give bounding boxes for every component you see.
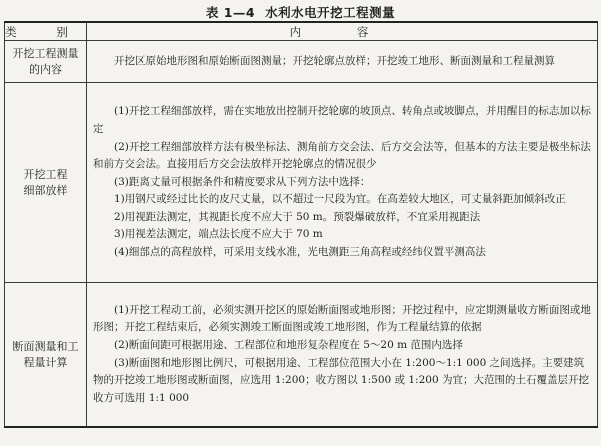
- table-title: 水利水电开挖工程测量: [265, 5, 396, 20]
- category-line: 的内容: [29, 62, 62, 76]
- content-paragraph: (2)开挖工程细部放样方法有极坐标法、测角前方交会法、后方交会法等，但基本的方法主要是极坐标法和前方交会法。直接用后方交会法放样开挖轮廓点的情况很少: [93, 140, 591, 171]
- content-paragraph: (1)开挖工程动工前，必须实测开挖区的原始断面图或地形图；开挖过程中，应定期测量收方断面图或地形图；开挖工程结束后，必须实测竣工断面图或竣工地形图，作为工程量结算的依据: [93, 303, 591, 334]
- row-category: [5, 83, 87, 283]
- row-category: [5, 283, 87, 428]
- content-paragraph: 2)用视距法测定，其视距长度不应大于 50 m。预裂爆破放样，不宜采用视距法: [114, 210, 481, 223]
- category-line: 程量计算: [23, 355, 68, 369]
- content-paragraph: (3)断面图和地形图比例尺，可根据用途、工程部位范围大小在 1:200～1:1 000 之间选择。主要建筑物的开挖竣工地形图或断面图，应选用 1:200；收方图以 1:500 或 1:200 为宜；大范围的土石覆盖层开挖收方可选用 1:1 000: [93, 356, 589, 404]
- content-paragraph: (3)距离丈量可根据条件和精度要求从下列方法中选择：: [114, 175, 371, 188]
- content-paragraph: (4)细部点的高程放样，可采用支线水准，光电测距三角高程或经纬仪置平测高法: [114, 246, 486, 259]
- table-number: 表 1—4: [205, 5, 256, 20]
- header-content: 内 容: [87, 22, 598, 41]
- category-line: 开挖工程: [23, 167, 68, 181]
- content-paragraph: 开挖区原始地形图和原始断面图测量；开挖轮廓点放样；开挖竣工地形、断面测量和工程量测算: [114, 54, 555, 67]
- content-paragraph: (2)断面间距可根据用途、工程部位和地形复杂程度在 5～20 m 范围内选择: [114, 338, 463, 351]
- content-paragraph: (1)开挖工程细部放样，需在实地放出控制开挖轮廓的坡顶点、转角点或坡脚点，并用醒目的标志加以标定: [93, 105, 591, 135]
- category-line: 细部放样: [23, 183, 68, 197]
- table-row: [5, 41, 598, 83]
- content-paragraph: 3)用视差法测定，端点法长度不应大于 70 m: [114, 228, 323, 241]
- table-caption: [0, 3, 601, 21]
- row-content: [87, 283, 598, 428]
- category-line: 断面测量和工: [12, 339, 79, 353]
- category-line: 开挖工程测量: [12, 46, 79, 60]
- content-paragraph: 1)用钢尺或经过比长的皮尺丈量，以不超过一尺段为宜。在高差较大地区，可丈量斜距加倾斜改正: [114, 193, 566, 206]
- header-row: [5, 22, 598, 41]
- row-content: [87, 83, 598, 283]
- table-row: [5, 83, 598, 283]
- row-content: [87, 41, 598, 83]
- header-category: 类 别: [5, 22, 87, 41]
- row-category: [5, 41, 87, 83]
- survey-table: [4, 21, 598, 428]
- table-row: [5, 283, 598, 428]
